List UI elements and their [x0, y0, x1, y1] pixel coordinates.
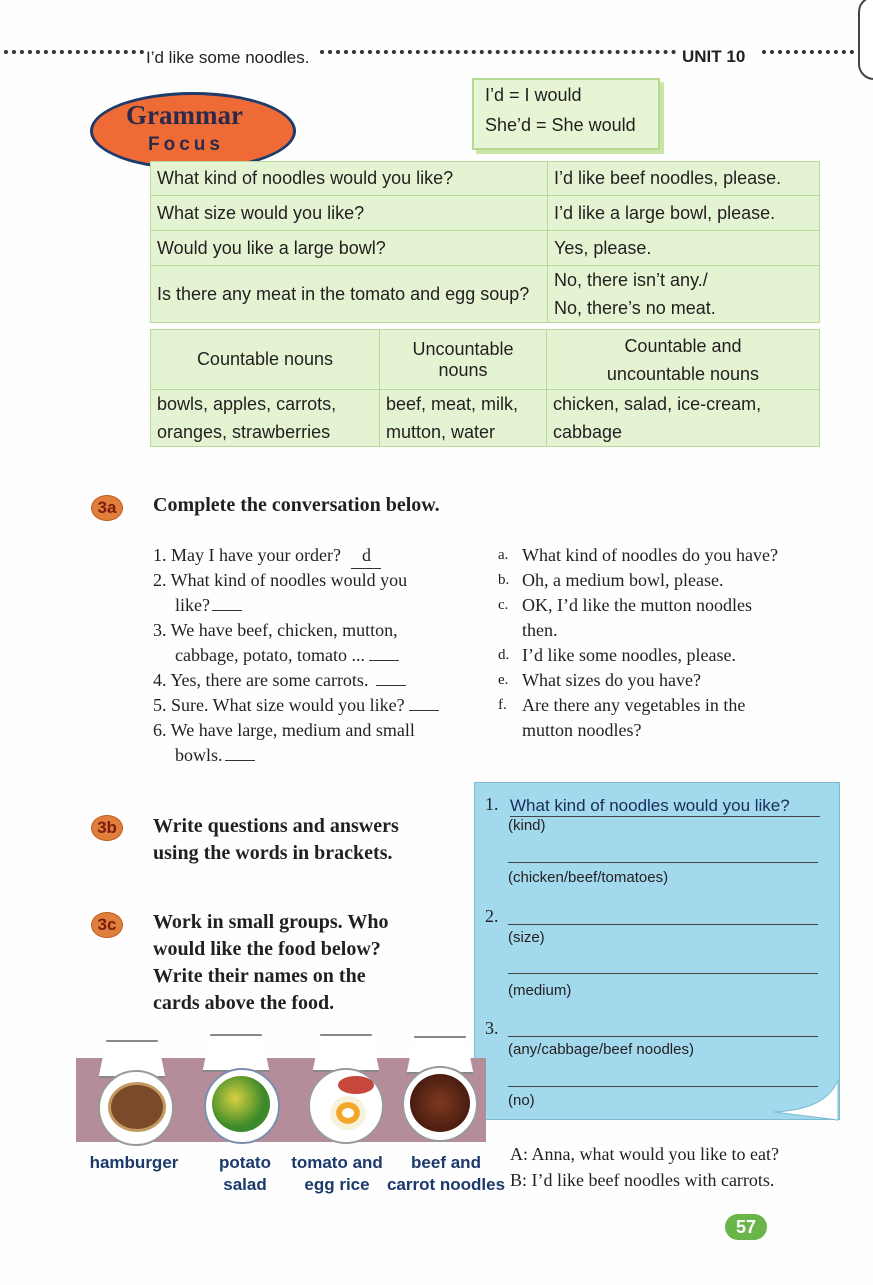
card-q1-answer[interactable]: What kind of noodles would you like? [510, 796, 820, 817]
grammar-focus-title: Grammar [126, 100, 243, 130]
card-answer-line[interactable] [508, 1036, 818, 1037]
answer-blank[interactable] [225, 760, 255, 761]
contraction-i-would: I’d = I would [485, 85, 582, 105]
instruction-line: Write questions and answers [153, 815, 399, 837]
card-number-1: 1. [485, 794, 499, 814]
option-list [498, 543, 828, 743]
table-row [151, 231, 820, 266]
grammar-focus-subtitle: Focus [148, 134, 224, 155]
question-cell: Would you like a large bowl? [151, 231, 548, 266]
card-number-3: 3. [485, 1018, 499, 1038]
hamburger-icon [108, 1082, 166, 1132]
option-text: Are there any vegetables in the [522, 695, 746, 715]
card-answer-line[interactable] [508, 1086, 818, 1087]
card-answer-line[interactable] [508, 924, 818, 925]
food-label-line: carrot noodles [386, 1175, 506, 1194]
nouns-table [150, 329, 820, 447]
option-letter: e. [498, 672, 509, 688]
answer-line: No, there isn’t any./ [554, 270, 708, 290]
option-letter: a. [498, 547, 509, 563]
answer-cell: Yes, please. [548, 231, 820, 266]
answer-blank[interactable] [376, 685, 406, 686]
answer-blank[interactable]: d [351, 543, 381, 569]
list-item [153, 543, 381, 569]
food-label-line: beef and [411, 1153, 481, 1172]
noun-line: chicken, salad, ice-cream, [553, 394, 762, 414]
option-letter: c. [498, 597, 509, 613]
food-label-line: salad [223, 1175, 267, 1194]
food-label-line: tomato and [291, 1153, 383, 1172]
noun-line: cabbage [553, 422, 623, 442]
card-hint: (any/cabbage/beef noodles) [508, 1041, 694, 1058]
question-cell: What kind of noodles would you like? [151, 162, 548, 196]
sample-dialog [510, 1141, 779, 1193]
egg-icon [330, 1096, 366, 1130]
option-text: I’d like some noodles, please. [522, 645, 736, 665]
list-item [153, 568, 407, 618]
answer-line: No, there’s no meat. [554, 298, 716, 318]
table-row [151, 390, 820, 447]
list-item [498, 593, 828, 643]
noun-line: beef, meat, milk, [386, 394, 519, 414]
food-label-line: hamburger [89, 1153, 179, 1172]
header-uncountable: Uncountable nouns [380, 330, 547, 390]
exercise-3c-badge: 3c [92, 913, 122, 937]
answer-blank[interactable] [409, 710, 439, 711]
card-answer-line[interactable] [508, 973, 818, 974]
list-item [153, 693, 439, 718]
card-hint: (kind) [508, 817, 546, 834]
item-text: 2. What kind of noodles would you [153, 570, 408, 590]
instruction-line: Work in small groups. Who [153, 911, 389, 933]
list-item [498, 543, 828, 568]
header-both-line: Countable and [624, 335, 742, 356]
beef-noodles-icon [410, 1074, 470, 1132]
header-dots-right [762, 50, 870, 54]
table-row [151, 162, 820, 196]
food-label-hamburger [86, 1152, 182, 1174]
card-answer-line[interactable] [508, 862, 818, 863]
item-text: 6. We have large, medium and small [153, 720, 415, 740]
unit-label: UNIT 10 [682, 47, 746, 66]
header-countable: Countable nouns [151, 330, 380, 390]
header-both-line: uncountable nouns [606, 363, 760, 384]
dialog-line: A: Anna, what would you like to eat? [510, 1144, 779, 1164]
name-card[interactable] [306, 1034, 386, 1072]
food-label-potato-salad [210, 1152, 280, 1196]
tomato-icon [338, 1076, 374, 1094]
item-text: 1. May I have your order? [153, 545, 341, 565]
food-label-line: potato [219, 1153, 271, 1172]
name-card[interactable] [196, 1034, 276, 1072]
exercise-3b-instructions [153, 813, 399, 867]
option-text: What kind of noodles do you have? [522, 545, 778, 565]
exercise-3c-instructions [153, 909, 388, 1017]
question-cell: What size would you like? [151, 196, 548, 231]
list-item [153, 618, 399, 668]
dialog-line: B: I’d like beef noodles with carrots. [510, 1170, 775, 1190]
noun-line: mutton, water [386, 422, 496, 442]
list-item [153, 668, 406, 693]
answer-blank[interactable] [212, 610, 242, 611]
item-text: 3. We have beef, chicken, mutton, [153, 620, 398, 640]
option-letter: d. [498, 647, 510, 663]
table-row [151, 196, 820, 231]
instruction-line: Write their names on the [153, 965, 366, 987]
card-hint: (medium) [508, 982, 572, 999]
card-hint: (chicken/beef/tomatoes) [508, 869, 669, 886]
countable-cell [151, 390, 380, 447]
option-text: OK, I’d like the mutton noodles [522, 595, 752, 615]
instruction-line: using the words in brackets. [153, 842, 393, 864]
noun-line: bowls, apples, carrots, [157, 394, 337, 414]
answer-blank[interactable] [369, 660, 399, 661]
grammar-qa-table [150, 161, 820, 323]
header-both [547, 330, 820, 390]
question-cell: Is there any meat in the tomato and egg soup? [151, 266, 548, 323]
instruction-line: cards above the food. [153, 992, 335, 1014]
list-item [498, 668, 828, 693]
exercise-3a-badge: 3a [92, 496, 122, 520]
card-hint: (size) [508, 929, 545, 946]
exercise-3b-badge: 3b [92, 816, 122, 840]
list-item [498, 693, 828, 743]
header-dots-middle [320, 50, 676, 54]
answer-cell: I’d like beef noodles, please. [548, 162, 820, 196]
option-letter: f. [498, 697, 507, 713]
food-label-line: egg rice [304, 1175, 370, 1194]
contraction-she-would: She’d = She would [485, 115, 636, 135]
table-row [151, 266, 820, 323]
card-number-2: 2. [485, 906, 499, 926]
answer-cell: I’d like a large bowl, please. [548, 196, 820, 231]
item-text: like? [175, 595, 210, 615]
lesson-title: I’d like some noodles. [146, 48, 310, 67]
page-curl-decoration [858, 0, 873, 80]
option-text: mutton noodles? [522, 720, 642, 740]
table-header-row [151, 330, 820, 390]
both-cell [547, 390, 820, 447]
card-hint: (no) [508, 1092, 535, 1109]
header-dots-left [4, 50, 144, 54]
option-letter: b. [498, 572, 510, 588]
noun-line: oranges, strawberries [157, 422, 331, 442]
exercise-3a-title: Complete the conversation below. [153, 494, 440, 516]
item-text: 4. Yes, there are some carrots. [153, 670, 369, 690]
food-label-egg-rice [286, 1152, 388, 1196]
answer-cell [548, 266, 820, 323]
contraction-note [472, 78, 660, 150]
item-text: cabbage, potato, tomato ... [175, 645, 365, 665]
option-text: Oh, a medium bowl, please. [522, 570, 724, 590]
list-item [498, 568, 828, 593]
instruction-line: would like the food below? [153, 938, 381, 960]
option-text: then. [522, 620, 558, 640]
page-number: 57 [725, 1214, 767, 1240]
item-text: bowls. [175, 745, 223, 765]
item-text: 5. Sure. What size would you like? [153, 695, 405, 715]
list-item [153, 718, 415, 768]
food-label-beef-noodles [386, 1152, 506, 1196]
salad-icon [212, 1076, 270, 1132]
uncountable-cell [380, 390, 547, 447]
option-text: What sizes do you have? [522, 670, 701, 690]
list-item [498, 643, 828, 668]
